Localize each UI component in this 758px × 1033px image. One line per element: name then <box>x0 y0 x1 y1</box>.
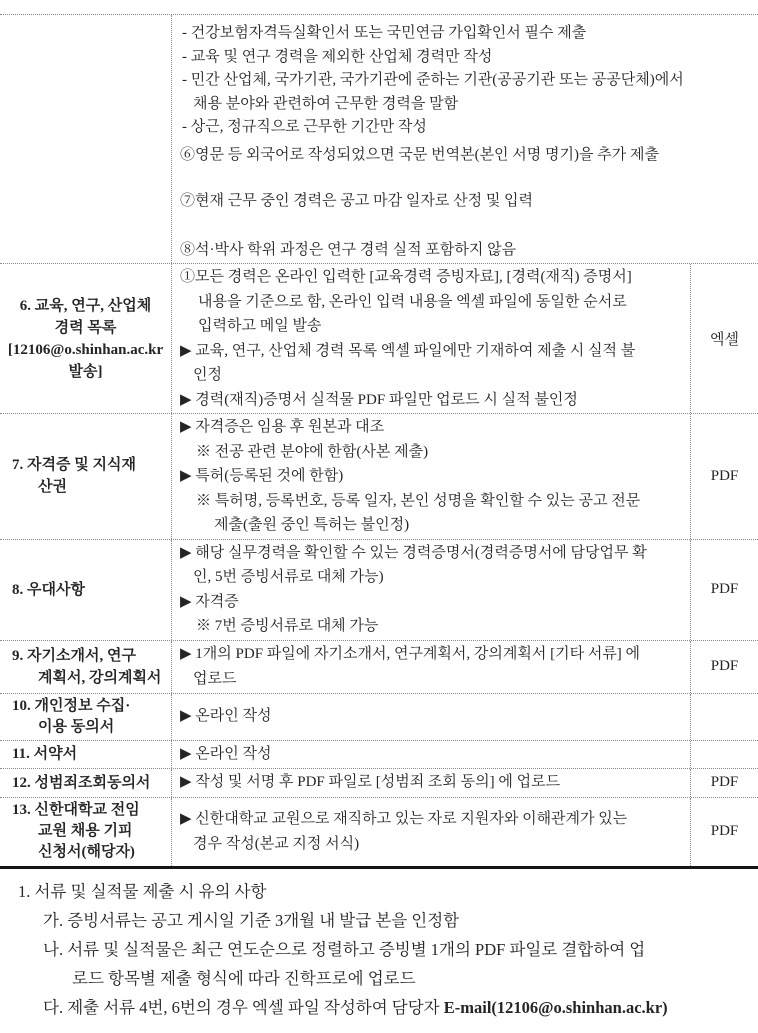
text-line: - 건강보험자격득실확인서 또는 국민연금 가입확인서 필수 제출 <box>182 25 587 41</box>
label-line: 이용 동의서 <box>38 718 115 735</box>
label-cell <box>0 264 172 413</box>
label-cell <box>0 741 172 768</box>
text-line: 제출(출원 중인 특허는 불인정) <box>214 517 410 533</box>
text-line: ▶ 교육, 연구, 산업체 경력 목록 엑셀 파일에만 기재하여 제출 시 실적 불 <box>180 342 636 359</box>
content-cell <box>172 264 690 413</box>
label-line: 11. 서약서 <box>12 746 78 762</box>
text-line: ▶ 자격증 <box>180 593 239 610</box>
table-row-13 <box>0 798 758 866</box>
text-line: ▶ 온라인 작성 <box>180 745 272 762</box>
text-line: ※ 특허명, 등록번호, 등록 일자, 본인 성명을 확인할 수 있는 공고 전문 <box>196 492 641 509</box>
label-line: 산권 <box>38 479 67 496</box>
content-cell <box>172 798 690 866</box>
label-line: [12106@o.shinhan.ac.kr <box>7 341 164 358</box>
format-cell: 엑셀 <box>690 264 758 413</box>
text-line: 인정 <box>193 367 222 383</box>
text-line: ▶ 경력(재직)증명서 실적물 PDF 파일만 업로드 시 실적 불인정 <box>180 391 578 408</box>
content-cell <box>172 540 690 640</box>
table-row-7 <box>0 414 758 540</box>
format-cell: PDF <box>690 769 758 797</box>
text-line: ⑥영문 등 외국어로 작성되었으면 국문 번역본(본인 서명 명기)을 추가 제출 <box>180 146 659 163</box>
note-item-na-line1: 나. 서류 및 실적물은 최근 연도순으로 정렬하고 증빙별 1개의 PDF 파일로 결합하여 업 <box>43 939 646 959</box>
label-line: 8. 우대사항 <box>12 581 85 598</box>
format-cell <box>690 741 758 768</box>
text-line: - 상근, 정규직으로 근무한 기간만 작성 <box>182 119 427 135</box>
label-line: 6. 교육, 연구, 산업체 <box>19 297 152 314</box>
label-line: 9. 자기소개서, 연구 <box>12 647 136 664</box>
text-line: ⑦현재 근무 중인 경력은 공고 마감 일자로 산정 및 입력 <box>180 193 534 209</box>
note-item-da <box>0 993 758 1022</box>
format-cell: PDF <box>690 540 758 640</box>
text-line: ▶ 해당 실무경력을 확인할 수 있는 경력증명서(경력증명서에 담당업무 확 <box>180 544 647 561</box>
label-line: 교원 채용 기피 <box>38 823 133 839</box>
text-line: 채용 분야와 관련하여 근무한 경력을 말함 <box>193 95 459 112</box>
text-line: ※ 전공 관련 분야에 한함(사본 제출) <box>196 443 429 460</box>
label-cell <box>0 798 172 866</box>
table-row-11 <box>0 741 758 769</box>
content-cell <box>172 414 690 539</box>
text-line: 내용을 기준으로 함, 온라인 입력 내용을 엑셀 파일에 동일한 순서로 <box>198 293 627 310</box>
text-line: 업로드 <box>193 670 237 687</box>
format-cell <box>690 694 758 740</box>
label-cell <box>0 694 172 740</box>
text-line: ▶ 온라인 작성 <box>180 708 272 725</box>
note-item-da-text: 다. 제출 서류 4번, 6번의 경우 엑셀 파일 작성하여 담당자 <box>43 997 444 1017</box>
content-cell <box>172 641 690 693</box>
format-cell: PDF <box>690 414 758 539</box>
label-line: 신청서(해당자) <box>38 844 135 860</box>
note-item-da-email: E-mail(12106@o.shinhan.ac.kr) <box>443 997 668 1017</box>
label-line: 계획서, 강의계획서 <box>38 669 162 686</box>
text-line: 인, 5번 증빙서류로 대체 가능) <box>193 569 384 585</box>
text-line: ⑧석·박사 학위 과정은 연구 경력 실적 포함하지 않음 <box>180 241 517 258</box>
content-cell <box>172 694 690 740</box>
text-line: ▶ 작성 및 서명 후 PDF 파일로 [성범죄 조회 동의] 에 업로드 <box>180 774 561 791</box>
text-line: ▶ 자격증은 임용 후 원본과 대조 <box>180 419 385 435</box>
label-line: 12. 성범죄조회동의서 <box>12 774 151 791</box>
text-line: 경우 작성(본교 지정 서식) <box>193 835 360 852</box>
table-row-10 <box>0 694 758 741</box>
text-line: ※ 7번 증빙서류로 대체 가능 <box>196 618 379 634</box>
label-line: 발송] <box>68 363 103 380</box>
label-line: 10. 개인정보 수집· <box>12 697 131 714</box>
content-cell <box>172 15 758 263</box>
table-row-8 <box>0 540 758 641</box>
label-cell <box>0 414 172 539</box>
label-cell <box>0 769 172 797</box>
submission-documents-table <box>0 14 758 869</box>
note-item-na-line2: 로드 항목별 제출 형식에 따라 진학프로에 업로드 <box>72 968 416 988</box>
text-line: ▶ 1개의 PDF 파일에 자기소개서, 연구계획서, 강의계획서 [기타 서류] 에 <box>180 646 641 662</box>
table-row-12 <box>0 769 758 798</box>
format-cell: PDF <box>690 641 758 693</box>
content-cell <box>172 769 690 797</box>
content-cell <box>172 741 690 768</box>
table-row-continuation <box>0 15 758 264</box>
table-row-6 <box>0 264 758 414</box>
text-line: ▶ 신한대학교 교원으로 재직하고 있는 자로 지원자와 이해관계가 있는 <box>180 811 628 827</box>
label-line: 13. 신한대학교 전임 <box>12 802 140 818</box>
label-cell-empty <box>0 15 172 263</box>
notes-heading: 1. 서류 및 실적물 제출 시 유의 사항 <box>18 881 267 901</box>
table-row-9 <box>0 641 758 694</box>
notes-section <box>0 869 758 1022</box>
label-cell <box>0 540 172 640</box>
text-line: - 교육 및 연구 경력을 제외한 산업체 경력만 작성 <box>182 48 493 65</box>
label-cell <box>0 641 172 693</box>
note-item-ga: 가. 증빙서류는 공고 게시일 기준 3개월 내 발급 본을 인정함 <box>43 910 460 930</box>
label-line: 7. 자격증 및 지식재 <box>12 457 136 474</box>
text-line: - 민간 산업체, 국가기관, 국가기관에 준하는 기관(공공기관 또는 공공단체)에서 <box>182 72 684 88</box>
format-cell: PDF <box>690 798 758 866</box>
text-line: 입력하고 메일 발송 <box>198 318 322 334</box>
document-page <box>0 14 758 1022</box>
text-line: ①모든 경력은 온라인 입력한 [교육경력 증빙자료], [경력(재직) 증명서] <box>180 269 632 285</box>
text-line: ▶ 특허(등록된 것에 한함) <box>180 468 344 484</box>
label-line: 경력 목록 <box>54 319 117 336</box>
